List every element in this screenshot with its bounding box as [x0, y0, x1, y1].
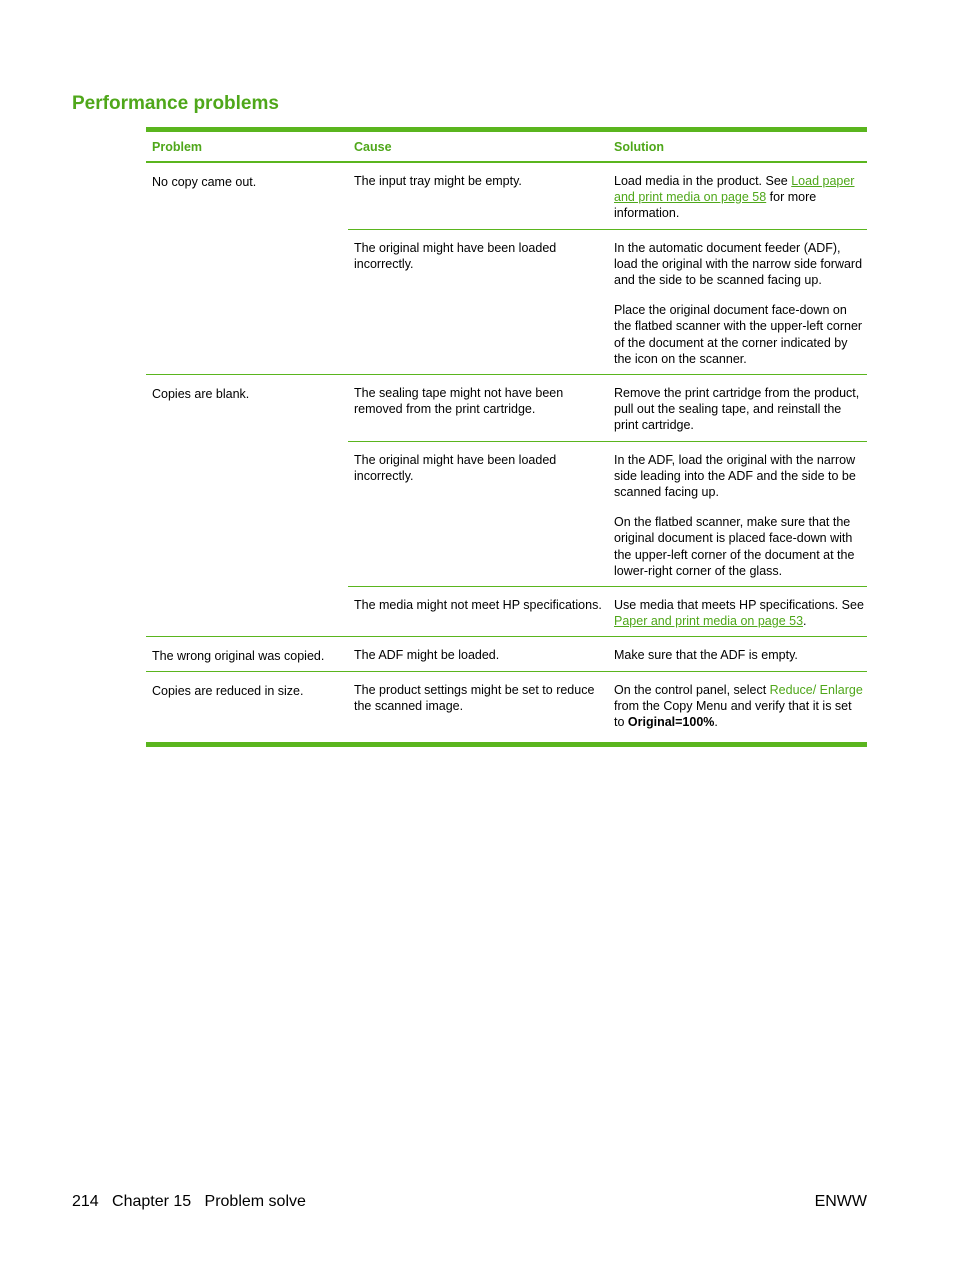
cause-cell: The ADF might be loaded.: [354, 648, 500, 663]
cause-cell: The original might have been loaded incorrectly.: [354, 452, 557, 483]
setting-value: Original=100%: [627, 715, 715, 730]
solution-cell: Remove the print cartridge from the product, pull out the sealing tape, and reinstall the print cartridge.: [614, 386, 860, 433]
paper-print-media-link[interactable]: Paper and print media on page 53: [614, 614, 804, 629]
solution-text: Load media in the product. See: [614, 174, 792, 188]
solution-text: .: [803, 614, 807, 629]
solution-text: .: [714, 715, 718, 730]
solution-text: from the Copy Menu and verify that it is set to: [614, 698, 852, 730]
cause-cell: The input tray might be empty.: [354, 174, 522, 188]
solution-cell: [608, 442, 867, 586]
table-row: [348, 672, 867, 743]
cause-cell: The product settings might be set to reduce the scanned image.: [354, 682, 595, 713]
table-row: [348, 230, 867, 374]
table-row-group: [146, 375, 867, 637]
solution-cell: Make sure that the ADF is empty.: [614, 648, 798, 663]
header-cause: Cause: [354, 140, 392, 154]
solution-paragraph: On the flatbed scanner, make sure that the original document is placed face-down with the upper-left corner of the document at the lower-right corner of the glass.: [614, 515, 855, 578]
problem-cell: Copies are blank.: [152, 387, 250, 402]
solution-paragraph: Place the original document face-down on the flatbed scanner with the upper-left corner of the document at the corner indicated by the icon on the scanner.: [614, 303, 863, 366]
solution-text: Use media that meets HP specifications. See: [614, 598, 864, 613]
header-solution: Solution: [614, 140, 664, 154]
cause-cell: The original might have been loaded incorrectly.: [354, 240, 557, 271]
table-row: [348, 637, 867, 670]
table-row-group: [146, 672, 867, 743]
cause-cell: The sealing tape might not have been removed from the print cartridge.: [354, 386, 564, 417]
problem-cell: The wrong original was copied.: [152, 649, 325, 664]
reduce-enlarge-menu-item: Reduce/ Enlarge: [769, 682, 863, 697]
problem-cell: Copies are reduced in size.: [152, 683, 304, 698]
header-problem: Problem: [152, 140, 203, 154]
performance-problems-table: [146, 127, 867, 747]
page-title: Performance problems: [72, 93, 279, 114]
table-row: [348, 163, 867, 230]
solution-cell: [608, 587, 867, 636]
solution-cell: [608, 163, 867, 229]
table-row: [348, 375, 867, 442]
table-row-group: [146, 163, 867, 375]
table-row-group: [146, 637, 867, 671]
solution-text: for more information.: [614, 190, 817, 221]
solution-paragraph: In the automatic document feeder (ADF), load the original with the narrow side forward and the side to be scanned facing up.: [614, 240, 863, 288]
table-row: [348, 587, 867, 636]
cause-cell: The media might not meet HP specifications.: [354, 598, 602, 613]
load-paper-link[interactable]: Load paper and print media on page 58: [614, 174, 855, 205]
solution-text: On the control panel, select: [614, 682, 770, 697]
table-row: [348, 442, 867, 587]
table-header-row: [146, 132, 867, 163]
solution-cell: [608, 230, 867, 374]
footer-page-info: 214 Chapter 15 Problem solve: [72, 1193, 306, 1210]
solution-cell: [608, 672, 867, 743]
solution-paragraph: In the ADF, load the original with the narrow side leading into the ADF and the side to be scanned facing up.: [614, 452, 856, 500]
problem-cell: No copy came out.: [152, 175, 257, 189]
footer-enww: ENWW: [814, 1193, 867, 1210]
